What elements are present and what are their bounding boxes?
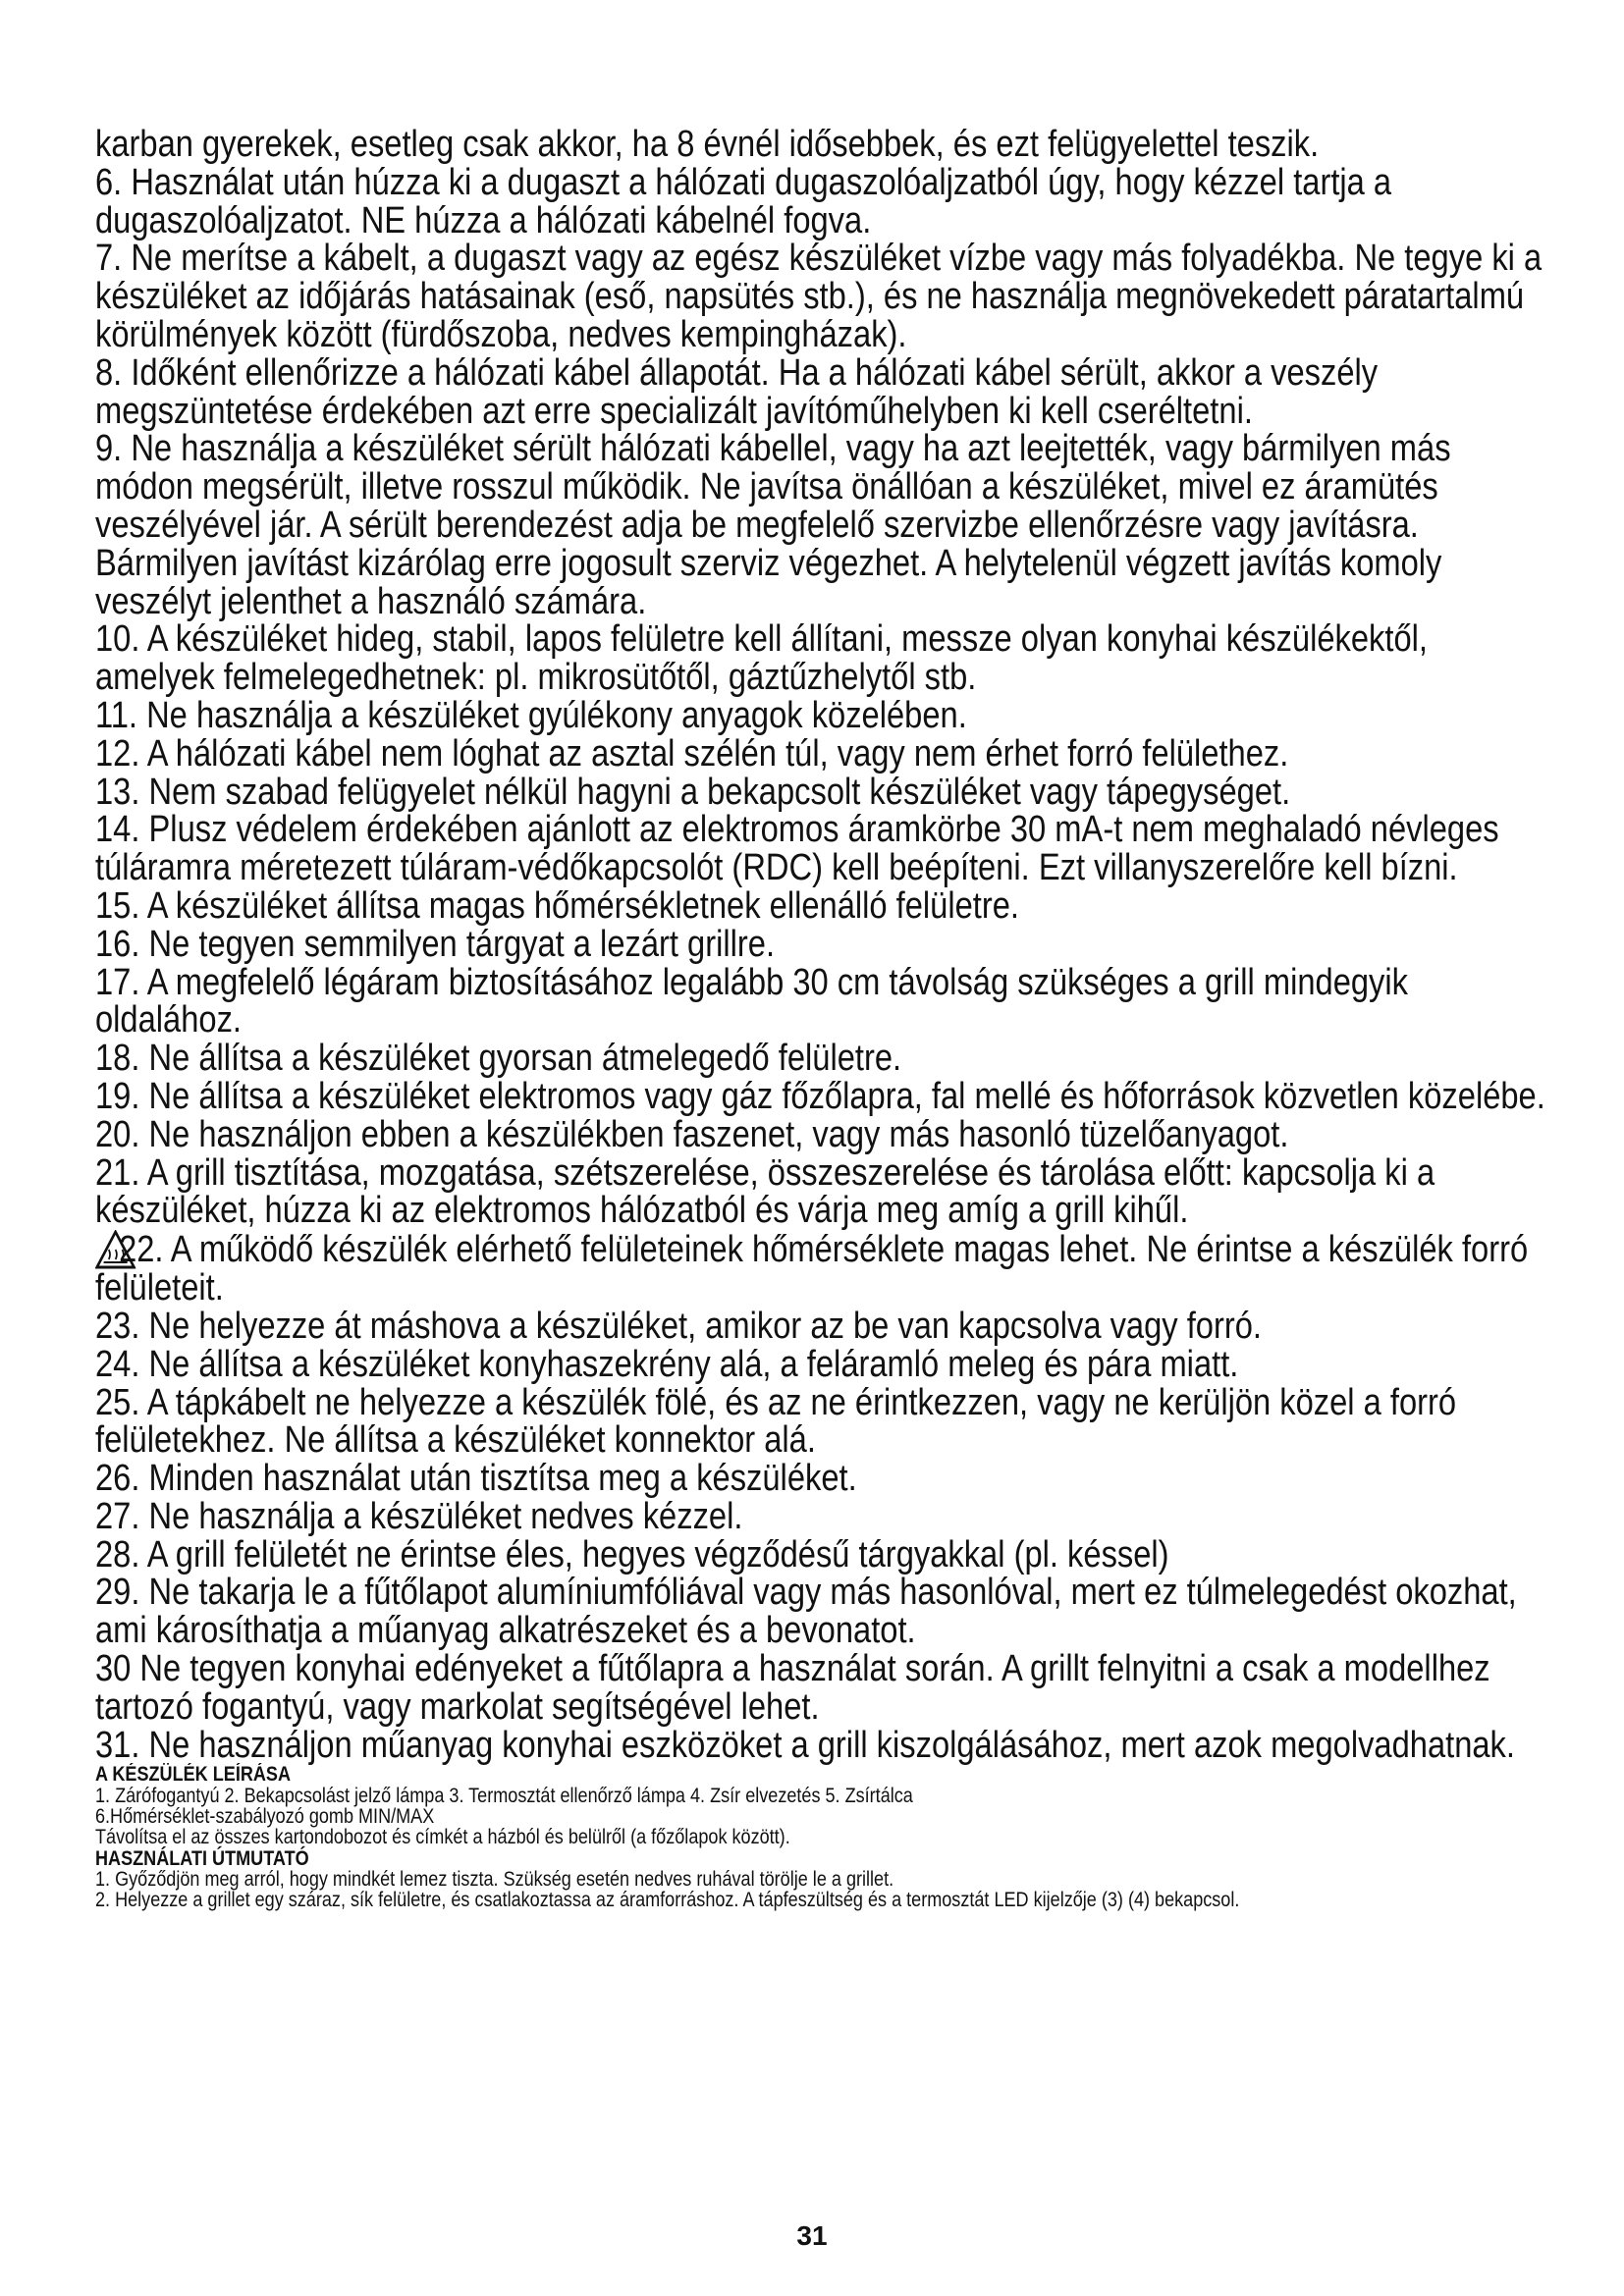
paragraph: 6. Használat után húzza ki a dugaszt a hálózati dugaszolóaljzatból úgy, hogy kézzel tartja a dugaszolóaljzatot. NE húzza a hálózati kábelnél fogva. — [95, 161, 1392, 241]
safety-instructions — [95, 126, 1548, 1764]
paragraph: 26. Minden használat után tisztítsa meg a készüléket. — [95, 1458, 857, 1500]
page-number: 31 — [796, 2220, 828, 2251]
paragraph: 25. A tápkábelt ne helyezze a készülék fölé, és az ne érintkezzen, vagy ne kerüljön közel a forró felületekhez. Ne állítsa a készüléket konnektor alá. — [95, 1381, 1457, 1462]
paragraph: 11. Ne használja a készüléket gyúlékony anyagok közelében. — [95, 694, 967, 736]
paragraph: 19. Ne állítsa a készüléket elektromos vagy gáz főzőlapra, fal mellé és hőforrások közvetlen közelébe. — [95, 1075, 1545, 1117]
paragraph: 23. Ne helyezze át máshova a készüléket, amikor az be van kapcsolva vagy forró. — [95, 1305, 1262, 1347]
paragraph: karban gyerekek, esetleg csak akkor, ha 8 évnél idősebbek, és ezt felügyelettel teszik. — [95, 124, 1320, 165]
paragraph: 27. Ne használja a készüléket nedves kézzel. — [95, 1495, 743, 1537]
description-parts: 6.Hőmérséklet-szabályozó gomb MIN/MAX — [95, 1805, 435, 1829]
paragraph: 17. A megfelelő légáram biztosításához legalább 30 cm távolság szükséges a grill mindegyik oldalához. — [95, 961, 1409, 1041]
description-heading: A KÉSZÜLÉK LEÍRÁSA — [95, 1763, 292, 1787]
description-note: Távolítsa el az összes kartondobozot és címkét a házból és belülről (a főzőlapok között). — [95, 1826, 790, 1849]
page-content — [95, 126, 1548, 1911]
paragraph: 12. A hálózati kábel nem lóghat az asztal szélén túl, vagy nem érhet forró felülethez. — [95, 732, 1289, 774]
description-parts: 1. Zárófogantyú 2. Bekapcsolást jelző lámpa 3. Termosztát ellenőrző lámpa 4. Zsír elvezetés 5. Zsírtálca — [95, 1784, 913, 1807]
paragraph: 31. Ne használjon műanyag konyhai eszközöket a grill kiszolgálásához, mert azok megolvadhatnak. — [95, 1724, 1515, 1766]
paragraph: 10. A készüléket hideg, stabil, lapos felületre kell állítani, messze olyan konyhai készülékektől, amelyek felmelegedhetnek: pl. mikrosütőtől, gáztűzhelytől stb. — [95, 618, 1428, 699]
paragraph: 18. Ne állítsa a készüléket gyorsan átmelegedő felületre. — [95, 1038, 902, 1080]
paragraph: 20. Ne használjon ebben a készülékben faszenet, vagy más hasonló tüzelőanyagot. — [95, 1113, 1289, 1155]
paragraph: 8. Időként ellenőrizze a hálózati kábel állapotát. Ha a hálózati kábel sérült, akkor a veszély megszüntetése érdekében azt erre specializált javítóműhelyben ki kell cseréltetni. — [95, 351, 1379, 432]
instruction-item: 1. Győződjön meg arról, hogy mindkét lemez tiszta. Szükség esetén nedves ruhával törölje le a grillet. — [95, 1867, 894, 1891]
paragraph: 28. A grill felületét ne érintse éles, hegyes végződésű tárgyakkal (pl. késsel) — [95, 1533, 1169, 1575]
paragraph: 15. A készüléket állítsa magas hőmérsékletnek ellenálló felületre. — [95, 884, 1019, 927]
paragraph: 13. Nem szabad felügyelet nélkül hagyni a bekapcsolt készüléket vagy tápegységet. — [95, 771, 1291, 813]
instructions-heading: HASZNÁLATI ÚTMUTATÓ — [95, 1846, 309, 1870]
warning-paragraph — [95, 1230, 1548, 1308]
paragraph: 21. A grill tisztítása, mozgatása, szétszerelése, összeszerelése és tárolása előtt: kapcsolja ki a készüléket, húzza ki az elektromos hálózatból és várja meg amíg a grill kihűl. — [95, 1151, 1435, 1232]
paragraph: 9. Ne használja a készüléket sérült hálózati kábellel, vagy ha azt leejtették, vagy bármilyen más módon megsérült, illetve rosszul működik. Ne javítsa önállóan a készüléket, mivel ez áramütés veszélyével jár. A sérült berendezést adja be megfelelő szervizbe ellenőrzésre vagy javításra. Bármilyen javítást kizárólag erre jogosult szerviz végezhet. A helytelenül végzett javítás komoly veszélyt jelenthet a használó számára. — [95, 428, 1451, 622]
appliance-description — [95, 1764, 1548, 1910]
paragraph: 24. Ne állítsa a készüléket konyhaszekrény alá, a feláramló meleg és pára miatt. — [95, 1343, 1239, 1385]
paragraph: 16. Ne tegyen semmilyen tárgyat a lezárt grillre. — [95, 923, 776, 965]
paragraph: 14. Plusz védelem érdekében ajánlott az elektromos áramkörbe 30 mA-t nem meghaladó névleges túláramra méretezett túláram-védőkapcsolót (RDC) kell beépíteni. Ezt villanyszerelőre kell bízni. — [95, 809, 1499, 889]
warning-text: 22. A működő készülék elérhető felületeinek hőmérséklete magas lehet. Ne érintse a készülék forró felületeit. — [95, 1229, 1529, 1309]
paragraph: 29. Ne takarja le a fűtőlapot alumíniumfóliával vagy más hasonlóval, mert ez túlmelegedést okozhat, ami károsíthatja a műanyag alkatrészeket és a bevonatot. — [95, 1572, 1517, 1652]
paragraph: 7. Ne merítse a kábelt, a dugaszt vagy az egész készüléket vízbe vagy más folyadékba. Ne tegye ki a készüléket az időjárás hatásainak (eső, napsütés stb.), és ne használja megnövekedett páratartalmú körülmények között (fürdőszoba, nedves kempingházak). — [95, 238, 1543, 355]
paragraph: 30 Ne tegyen konyhai edényeket a fűtőlapra a használat során. A grillt felnyitni a csak a modellhez tartozó fogantyú, vagy markolat segítségével lehet. — [95, 1648, 1490, 1728]
instruction-item: 2. Helyezze a grillet egy száraz, sík felületre, és csatlakoztassa az áramforráshoz. A tápfeszültség és a termosztát LED kijelzője (3) (4) bekapcsol. — [95, 1889, 1240, 1912]
